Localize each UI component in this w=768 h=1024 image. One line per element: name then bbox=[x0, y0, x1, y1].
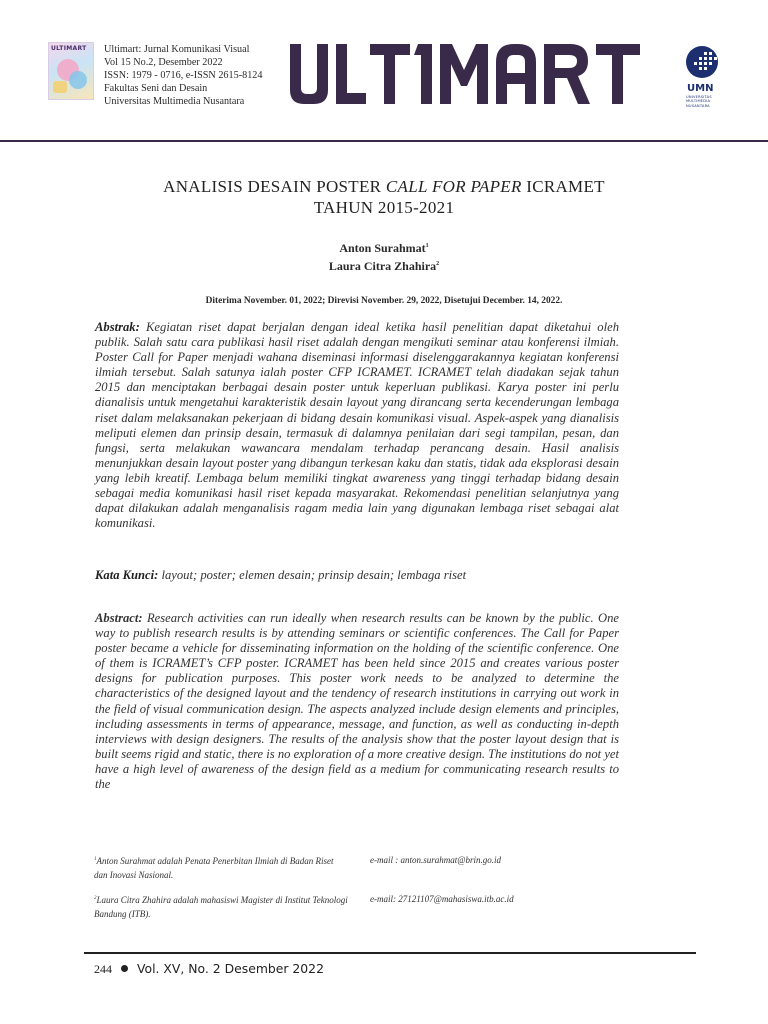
cover-label: ULTIMART bbox=[51, 45, 87, 52]
journal-issn: ISSN: 1979 - 0716, e-ISSN 2615-8124 bbox=[104, 70, 263, 81]
page-number: 244 bbox=[94, 962, 112, 976]
bullet-icon bbox=[121, 965, 128, 972]
umn-dots-icon bbox=[684, 44, 724, 84]
journal-name: Ultimart: Jurnal Komunikasi Visual bbox=[104, 44, 250, 55]
author-1: Anton Surahmat$^1$ bbox=[339, 241, 429, 255]
keywords-text: layout; poster; elemen desain; prinsip desain; lembaga riset bbox=[158, 568, 467, 582]
journal-cover-thumbnail bbox=[48, 42, 94, 100]
abstract-indonesian bbox=[95, 320, 619, 531]
abstract-english bbox=[95, 611, 619, 792]
ultimart-logo bbox=[284, 40, 660, 108]
article-title-line2: TAHUN 2015-2021 bbox=[313, 198, 455, 217]
abstract-en-text: Research activities can run ideally when research results can be known by the public. One way to publish research results is by attending seminars or scientific conferences. The Call for Paper poster became a vehicle for disseminating information on the holding of the scientific conference. One of them is ICRAMET’s CFP poster. ICRAMET has been held since 2015 and creates various poster designs for publication purposes. This poster work needs to be analyzed to determine the characteristics of the designed layout and the tendency of research institutions in carrying out work in the field of visual communication design. The aspects analyzed include design elements and principles, including assessments in terms of appearance, message, and function, as well as conducting in-depth interviews with design designers. The results of the analysis show that the poster layout design that is built seems rigid and static, there is no exploration of a more creative design. The institutions do not yet have a high level of awareness of the design field as a medium for communicating research results to the bbox=[95, 611, 619, 792]
abstract-text: Kegiatan riset dapat berjalan dengan ideal ketika hasil penelitian dapat diketahui oleh publik. Salah satu cara publikasi hasil riset adalah dengan mengikuti seminar atau konferensi ilmiah. Poster Call for Paper menjadi wahana diseminasi informasi diselenggarakannya kegiatan konferensi ilmiah tersebut. Salah satunya ialah poster CFP ICRAMET. ICRAMET telah diadakan sejak tahun 2015 dan menciptakan berbagai desain poster untuk keperluan publikasi. Karya poster ini perlu dianalisis untuk mengetahui karakteristik desain layout yang dirancang serta kecenderungan lembaga riset dalam melaksanakan pekerjaan di bidang desain komunikasi visual. Aspek-aspek yang dianalisis meliputi elemen dan prinsip desain, termasuk di dalamnya penilaian dari segi tampilan, pesan, dan fungsi, serta melakukan wawancara mendalam terhadap perancang desain. Hasil analisis menunjukkan desain layout poster yang dibangun terkesan kaku dan statis, tidak ada eksplorasi desain yang lebih kreatif. Lembaga belum memiliki tingkat awareness yang tinggi terhadap bidang desain sebagai media komunikasi hasil riset kepada masyarakat. Rekomendasi penelitian selanjutnya yang dapat dilakukan adalah menganalisis ragam media lain yang digunakan lembaga riset sebagai alat komunikasi. bbox=[95, 320, 619, 531]
email-author-2: e-mail: 27121107@mahasiswa.itb.ac.id bbox=[370, 894, 514, 904]
umn-label: UMN bbox=[687, 83, 714, 94]
author-2: Laura Citra Zhahira$^2$ bbox=[328, 259, 440, 273]
journal-faculty: Fakultas Seni dan Desain bbox=[104, 83, 208, 94]
author-list bbox=[80, 238, 688, 274]
footnote-author-1: $^1$Anton Surahmat adalah Penata Penerbitan Ilmiah di Badan Riset dan Inovasi Nasional. bbox=[94, 856, 334, 880]
umn-subtitle: UNIVERSITAS MULTIMEDIA NUSANTARA bbox=[686, 95, 712, 108]
keywords bbox=[95, 568, 619, 583]
keywords-label: Kata Kunci: bbox=[95, 568, 159, 582]
journal-info bbox=[104, 43, 262, 108]
abstract-en-label: Abstract: bbox=[95, 611, 143, 625]
article-title: ANALISIS DESAIN POSTER CALL FOR PAPER ICRAMET TAHUN 2015-2021 bbox=[163, 177, 605, 217]
journal-university: Universitas Multimedia Nusantara bbox=[104, 96, 245, 107]
ultimart-logo-graphic bbox=[284, 40, 660, 108]
footnote-author-2: $^2$Laura Citra Zhahira adalah mahasiswi Magister di Institut Teknologi Bandung (ITB). bbox=[94, 895, 348, 919]
header-divider bbox=[0, 140, 768, 142]
journal-volume: Vol 15 No.2, Desember 2022 bbox=[104, 57, 223, 68]
footer-volume: Vol. XV, No. 2 Desember 2022 bbox=[137, 961, 324, 976]
email-author-1: e-mail : anton.surahmat@brin.go.id bbox=[370, 855, 502, 865]
footer-divider bbox=[84, 952, 696, 954]
abstract-label: Abstrak: bbox=[95, 320, 140, 334]
submission-dates: Diterima November. 01, 2022; Direvisi November. 29, 2022, Disetujui December. 14, 2022. bbox=[205, 296, 563, 306]
